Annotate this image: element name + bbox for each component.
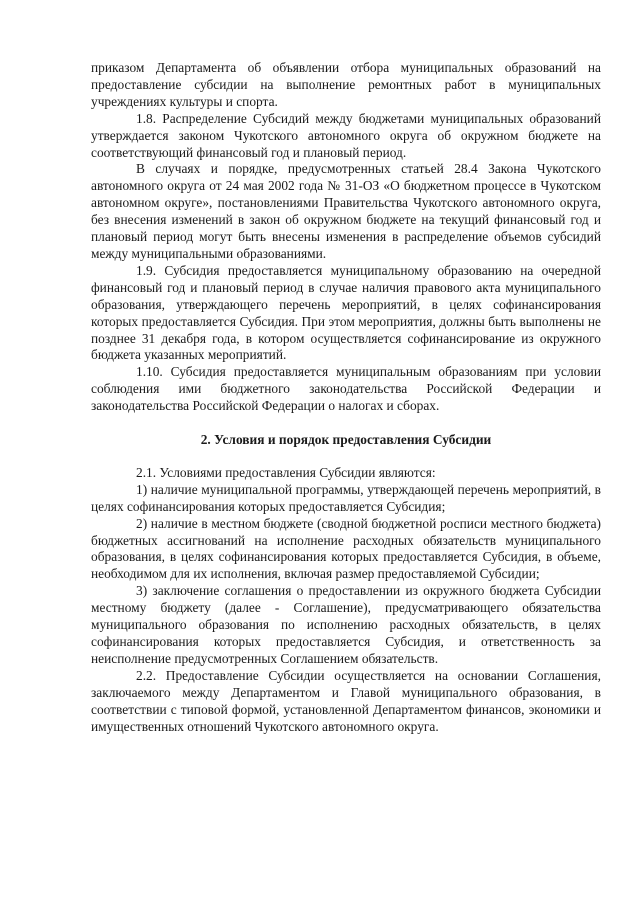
paragraph-2-1: 2.1. Условиями предоставления Субсидии являются: [136, 464, 436, 480]
paragraph-1-8: 1.8. Распределение Субсидий между бюджетами муниципальных образований утверждается законом Чукотского автономного округа об окружном бюджете на соответствующий финансовый год и плановый период. [91, 110, 601, 160]
condition-item-1: 1) наличие муниципальной программы, утверждающей перечень мероприятий, в целях софинансирования которых предоставляется Субсидия; [91, 481, 601, 514]
condition-item-2: 2) наличие в местном бюджете (сводной бюджетной росписи местного бюджета) бюджетных ассигнований на исполнение расходных обязательств муниципального образования, в целях софинансирования которых предоставляется Субсидия, в объеме, необходимом для их исполнения, включая размер предоставляемой Субсидии; [91, 515, 601, 582]
paragraph-1-9: 1.9. Субсидия предоставляется муниципальному образованию на очередной финансовый год и плановый период в случае наличия правового акта муниципального образования, утверждающего перечень мероприятий, в целях софинансирования которых предоставляется Субсидия. При этом мероприятия, должны быть выполнены не позднее 31 декабря года, в котором осуществляется софинансирование из окружного бюджета указанных мероприятий. [91, 262, 601, 363]
condition-item-3: 3) заключение соглашения о предоставлении из окружного бюджета Субсидии местному бюджету (далее - Соглашение), предусматривающего обязательства муниципального образования по исполнению расходных обязательств, в целях софинансирования которых предоставляется Субсидия, и ответственность за неисполнение предусмотренных Соглашением обязательств. [91, 583, 601, 666]
paragraph-continuation: приказом Департамента об объявлении отбора муниципальных образований на предоставление субсидии на выполнение ремонтных работ в муниципальных учреждениях культуры и спорта. [91, 60, 601, 109]
section-heading: 2. Условия и порядок предоставления Субсидии [200, 432, 492, 448]
document-page [91, 60, 601, 735]
paragraph-2-2: 2.2. Предоставление Субсидии осуществляется на основании Соглашения, заключаемого между Департаментом и Главой муниципального образования, в соответствии с типовой формой, установленной Департаментом финансов, экономики и имущественных отношений Чукотского автономного округа. [91, 667, 601, 734]
paragraph-1-10: 1.10. Субсидия предоставляется муниципальным образованиям при условии соблюдения ими бюджетного законодательства Российской Федерации и законодательства Российской Федерации о налогах и сборах. [91, 364, 601, 414]
paragraph-budget-changes: В случаях и порядке, предусмотренных статьей 28.4 Закона Чукотского автономного округа от 24 мая 2002 года № 31-ОЗ «О бюджетном процессе в Чукотском автономном округе», постановлениями Правительства Чукотского автономного округа, без внесения изменений в закон об окружном бюджете на текущий финансовый год и плановый период могут быть внесены изменения в распределение объемов субсидий между муниципальными образованиями. [91, 161, 601, 261]
